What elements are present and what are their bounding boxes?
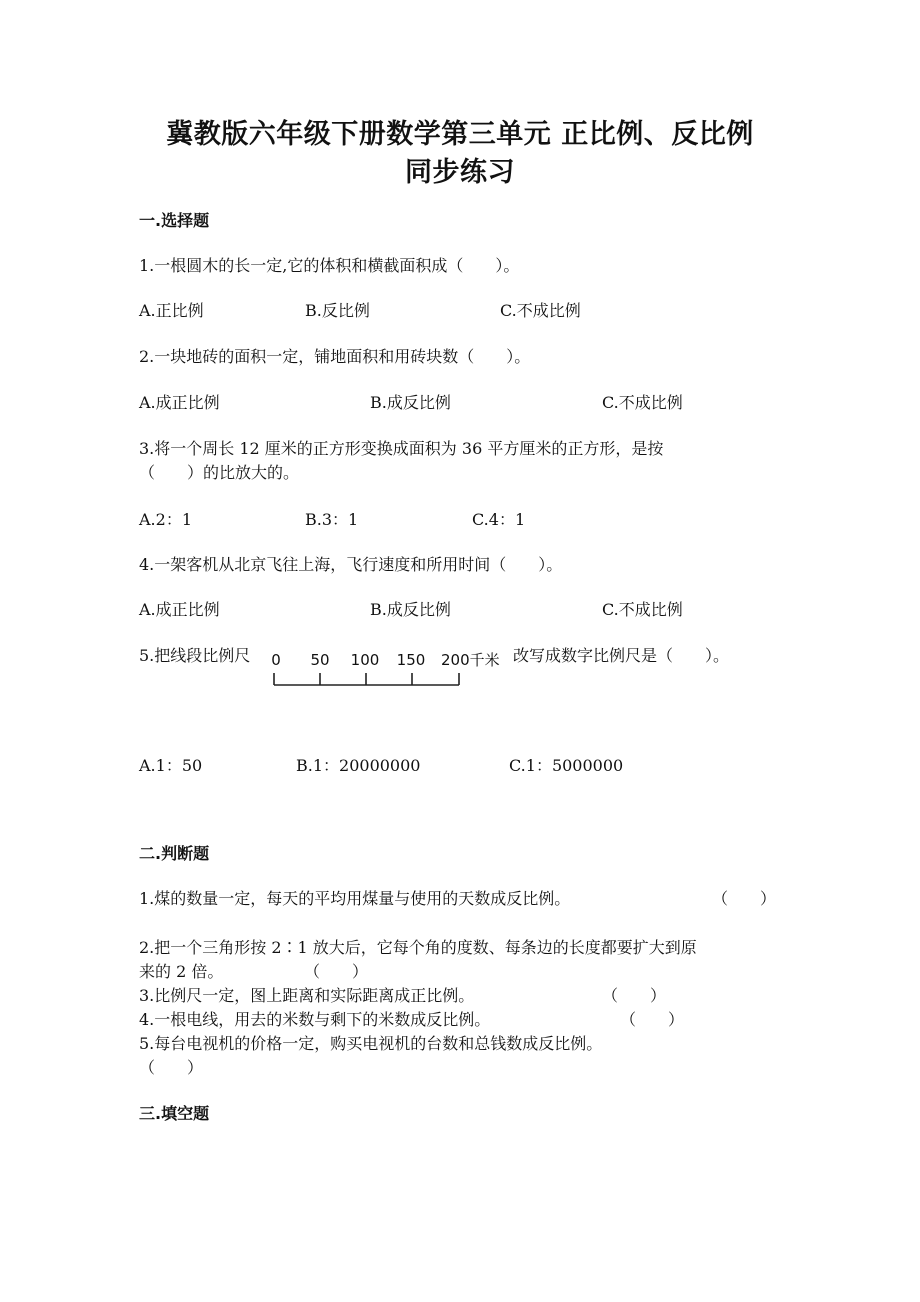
judge-4-paren: （ ） <box>620 1010 685 1029</box>
scale-label-0: 0 <box>271 651 281 669</box>
judge-5: 5.每台电视机的价格一定，购买电视机的台数和总钱数成反比例。 <box>139 1034 603 1053</box>
q5-option-a: A.1：50 <box>139 756 203 775</box>
q5-option-c: C.1：5000000 <box>509 756 624 775</box>
q3-option-c: C.4：1 <box>472 510 526 529</box>
question-4: 4.一架客机从北京飞往上海，飞行速度和所用时间（ ）。 <box>139 555 563 574</box>
q3-option-a: A.2：1 <box>139 510 193 529</box>
q4-option-b: B.成反比例 <box>370 600 451 619</box>
question-3-line1: 3.将一个周长 12 厘米的正方形变换成面积为 36 平方厘米的正方形，是按 <box>139 439 664 458</box>
scale-ruler <box>274 673 459 685</box>
judge-2-line1: 2.把一个三角形按 2∶1 放大后，它每个角的度数、每条边的长度都要扩大到原 <box>139 938 697 957</box>
question-1: 1.一根圆木的长一定,它的体积和横截面积成（ ）。 <box>139 256 520 275</box>
question-3-line2: （ ）的比放大的。 <box>139 463 300 482</box>
section-heading-judge: 二.判断题 <box>139 844 210 863</box>
scale-label-50: 50 <box>310 651 330 669</box>
question-2: 2.一块地砖的面积一定，铺地面积和用砖块数（ ）。 <box>139 347 531 366</box>
q1-option-c: C.不成比例 <box>500 301 581 320</box>
judge-2-paren: （ ） <box>304 962 369 981</box>
judge-4: 4.一根电线，用去的米数与剩下的米数成反比例。 <box>139 1010 491 1029</box>
scale-label-100: 100 <box>350 651 380 669</box>
q2-option-c: C.不成比例 <box>602 393 683 412</box>
q1-option-a: A.正比例 <box>139 301 204 320</box>
q4-option-c: C.不成比例 <box>602 600 683 619</box>
scale-label-150: 150 <box>396 651 426 669</box>
judge-1-paren: （ ） <box>712 889 777 908</box>
judge-2-line2: 来的 2 倍。 <box>139 962 224 981</box>
scale-label-200: 200千米 <box>441 651 500 669</box>
q2-option-b: B.成反比例 <box>370 393 451 412</box>
section-heading-fill: 三.填空题 <box>139 1104 210 1123</box>
judge-5-paren: （ ） <box>139 1058 204 1077</box>
q5-option-b: B.1：20000000 <box>296 756 421 775</box>
q3-option-b: B.3：1 <box>305 510 359 529</box>
question-5-after: 改写成数字比例尺是（ ）。 <box>513 646 730 665</box>
judge-3: 3.比例尺一定，图上距离和实际距离成正比例。 <box>139 986 475 1005</box>
question-5-before: 5.把线段比例尺 <box>139 646 251 665</box>
q4-option-a: A.成正比例 <box>139 600 220 619</box>
section-heading-choice: 一.选择题 <box>139 211 210 230</box>
page-subtitle: 同步练习 <box>405 157 515 188</box>
judge-1: 1.煤的数量一定，每天的平均用煤量与使用的天数成反比例。 <box>139 889 571 908</box>
q1-option-b: B.反比例 <box>305 301 370 320</box>
q2-option-a: A.成正比例 <box>139 393 220 412</box>
page-title: 冀教版六年级下册数学第三单元 正比例、反比例 <box>166 119 754 150</box>
judge-3-paren: （ ） <box>602 986 667 1005</box>
line-scale-figure <box>266 646 514 690</box>
